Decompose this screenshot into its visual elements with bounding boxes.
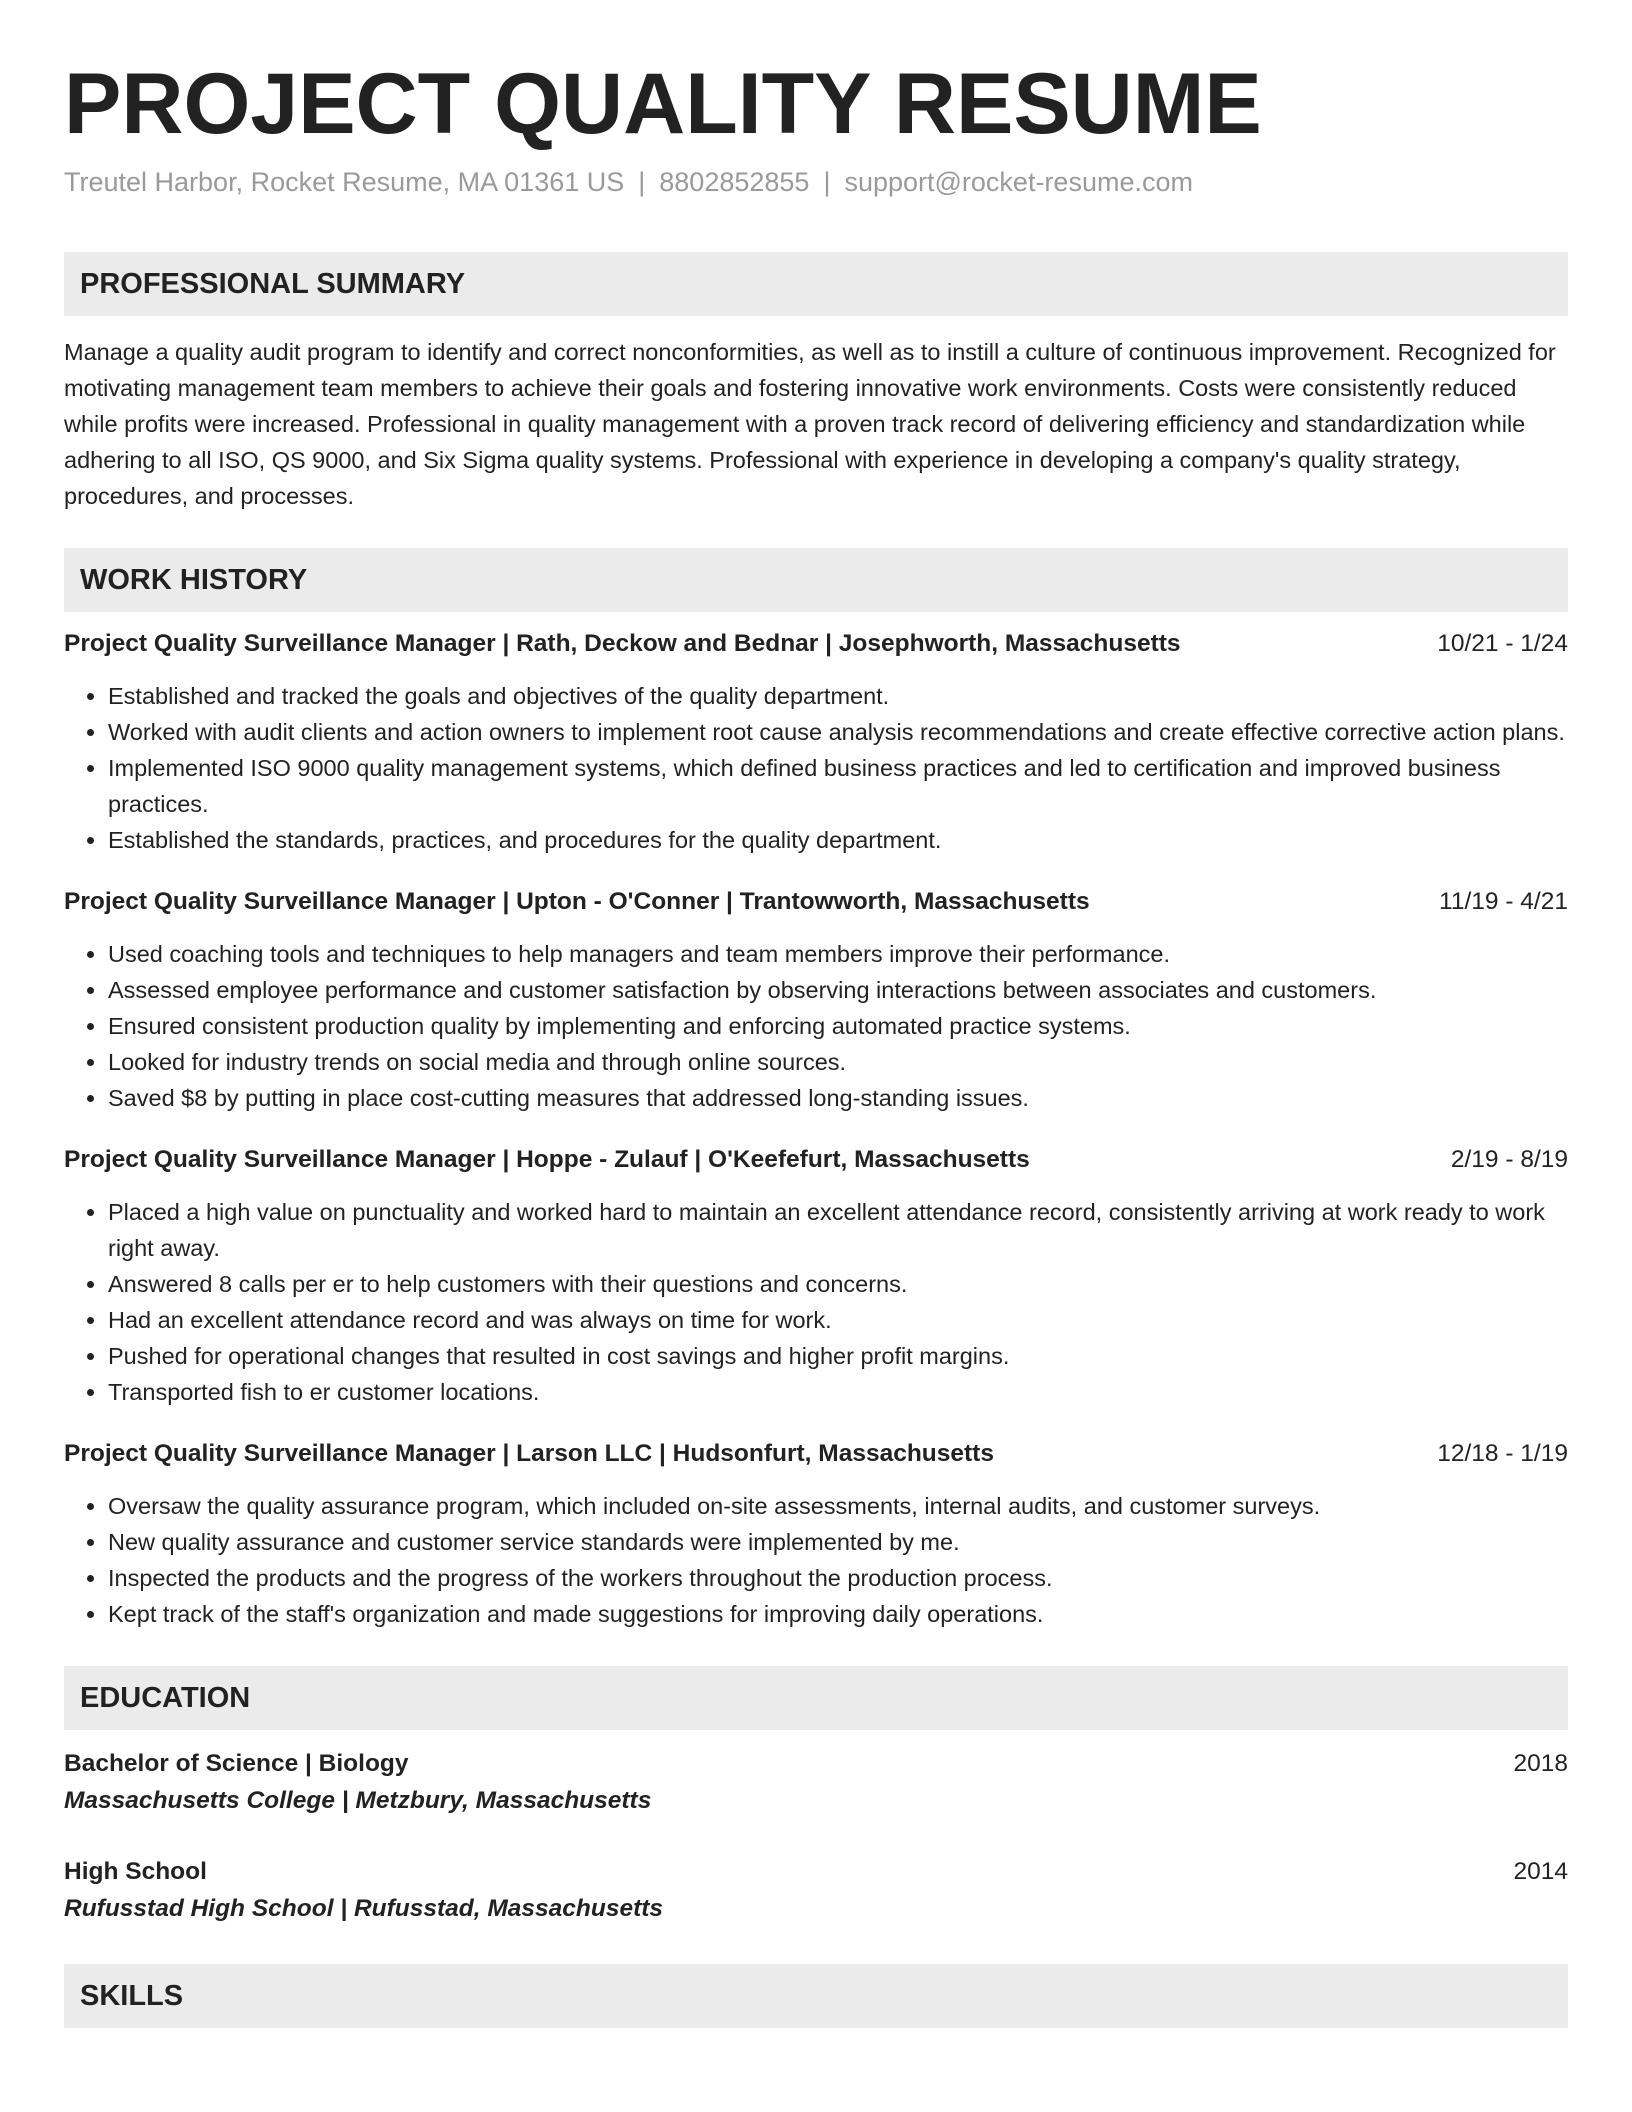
- job-bullet: • Transported fish to er customer locations.: [108, 1374, 1568, 1410]
- job-title: Project Quality Surveillance Manager | Rath, Deckow and Bednar | Josephworth, Massachusetts: [64, 630, 1181, 657]
- education-header: [64, 1854, 1568, 1890]
- job-bullet: • Placed a high value on punctuality and worked hard to maintain an excellent attendance record, consistently arriving at work ready to work right away.: [108, 1194, 1568, 1266]
- job-dates: 11/19 - 4/21: [1439, 888, 1568, 915]
- job-title: Project Quality Surveillance Manager | Hoppe - Zulauf | O'Keefefurt, Massachusetts: [64, 1146, 1030, 1173]
- job-bullet: • New quality assurance and customer service standards were implemented by me.: [108, 1524, 1568, 1560]
- job-bullets: [64, 678, 1568, 858]
- job-bullet: • Worked with audit clients and action owners to implement root cause analysis recommendations and create effective corrective action plans.: [108, 714, 1568, 750]
- job-bullet: • Used coaching tools and techniques to help managers and team members improve their performance.: [108, 936, 1568, 972]
- job-bullets: [64, 1488, 1568, 1632]
- education-year: 2014: [1513, 1858, 1568, 1885]
- job-header: [64, 626, 1568, 662]
- section-header-work-history: WORK HISTORY: [64, 548, 1568, 612]
- contact-phone: 8802852855: [659, 167, 810, 197]
- section-header-summary: PROFESSIONAL SUMMARY: [64, 252, 1568, 316]
- job-title: Project Quality Surveillance Manager | Upton - O'Conner | Trantowworth, Massachusetts: [64, 888, 1090, 915]
- job-bullet: • Established and tracked the goals and objectives of the quality department.: [108, 678, 1568, 714]
- resume-page: [64, 56, 1568, 2028]
- contact-separator: |: [638, 167, 646, 197]
- section-header-education: EDUCATION: [64, 1666, 1568, 1730]
- job-bullet: • Ensured consistent production quality by implementing and enforcing automated practice systems.: [108, 1008, 1568, 1044]
- education-school: Massachusetts College | Metzbury, Massachusetts: [64, 1787, 652, 1814]
- job-bullet: • Answered 8 calls per er to help customers with their questions and concerns.: [108, 1266, 1568, 1302]
- job-bullet: • Saved $8 by putting in place cost-cutting measures that addressed long-standing issues.: [108, 1080, 1568, 1116]
- education-entry: [64, 1854, 1568, 1928]
- job-bullet: • Assessed employee performance and customer satisfaction by observing interactions between associates and customers.: [108, 972, 1568, 1008]
- job-bullet: • Implemented ISO 9000 quality management systems, which defined business practices and led to certification and improved business practices.: [108, 750, 1568, 822]
- education-entry: [64, 1746, 1568, 1820]
- job-bullets: [64, 1194, 1568, 1410]
- contact-separator: |: [823, 167, 831, 197]
- job-entry: [64, 1436, 1568, 1632]
- job-header: [64, 884, 1568, 920]
- job-dates: 12/18 - 1/19: [1437, 1440, 1568, 1467]
- section-header-skills: SKILLS: [64, 1964, 1568, 2028]
- job-dates: 2/19 - 8/19: [1450, 1146, 1568, 1173]
- contact-email: support@rocket-resume.com: [844, 167, 1193, 197]
- job-dates: 10/21 - 1/24: [1437, 630, 1568, 657]
- summary-text: Manage a quality audit program to identify and correct nonconformities, as well as to instill a culture of continuous improvement. Recognized for motivating management team members to achieve their goals and fostering innovative work environments. Costs were consistently reduced while profits were increased. Professional in quality management with a proven track record of delivering efficiency and standardization while adhering to all ISO, QS 9000, and Six Sigma quality systems. Professional with experience in developing a company's quality strategy, procedures, and processes.: [64, 339, 1556, 509]
- education-degree: High School: [64, 1858, 207, 1885]
- job-entry: [64, 1142, 1568, 1410]
- job-entry: [64, 884, 1568, 1116]
- job-bullet: • Had an excellent attendance record and was always on time for work.: [108, 1302, 1568, 1338]
- job-bullet: • Oversaw the quality assurance program, which included on-site assessments, internal audits, and customer surveys.: [108, 1488, 1568, 1524]
- education-header: [64, 1746, 1568, 1782]
- job-bullet: • Established the standards, practices, and procedures for the quality department.: [108, 822, 1568, 858]
- job-bullet: • Pushed for operational changes that resulted in cost savings and higher profit margins.: [108, 1338, 1568, 1374]
- job-bullet: • Looked for industry trends on social media and through online sources.: [108, 1044, 1568, 1080]
- job-bullets: [64, 936, 1568, 1116]
- contact-line: [64, 164, 1568, 200]
- job-header: [64, 1142, 1568, 1178]
- education-degree: Bachelor of Science | Biology: [64, 1750, 409, 1777]
- job-bullet: • Kept track of the staff's organization and made suggestions for improving daily operations.: [108, 1596, 1568, 1632]
- contact-address: Treutel Harbor, Rocket Resume, MA 01361 US: [64, 167, 625, 197]
- job-entry: [64, 626, 1568, 858]
- job-bullet: • Inspected the products and the progress of the workers throughout the production process.: [108, 1560, 1568, 1596]
- resume-title: PROJECT QUALITY RESUME: [64, 56, 1262, 152]
- education-school: Rufusstad High School | Rufusstad, Massachusetts: [64, 1895, 664, 1922]
- job-header: [64, 1436, 1568, 1472]
- education-year: 2018: [1513, 1750, 1568, 1777]
- job-title: Project Quality Surveillance Manager | Larson LLC | Hudsonfurt, Massachusetts: [64, 1440, 994, 1467]
